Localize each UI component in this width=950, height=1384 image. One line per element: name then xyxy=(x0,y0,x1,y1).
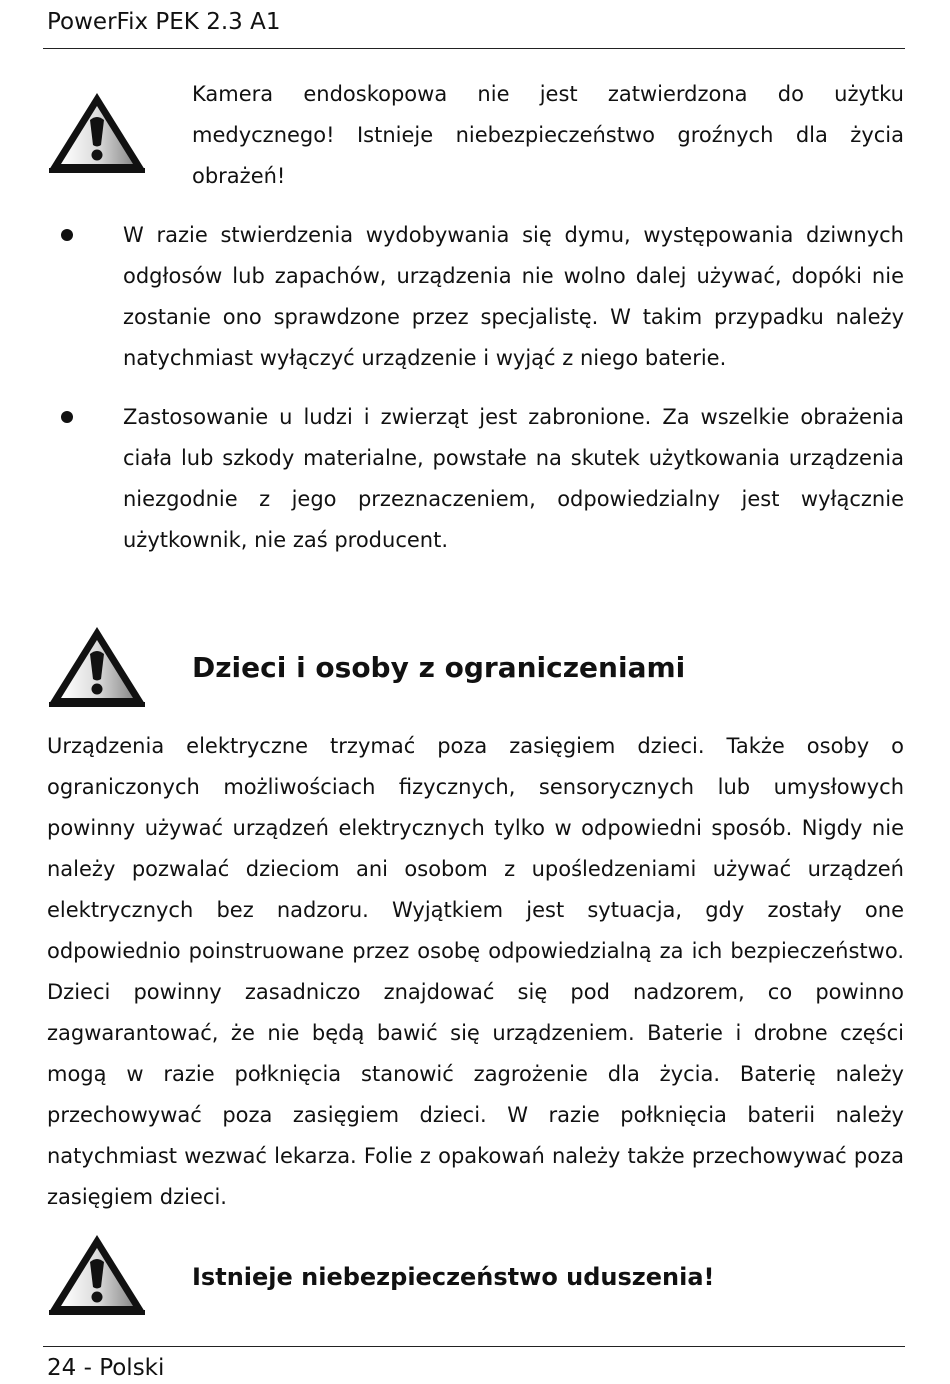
document-header: PowerFix PEK 2.3 A1 xyxy=(47,9,281,35)
section-body: Urządzenia elektryczne trzymać poza zasięgiem dzieci. Także osoby o ograniczonych możliwościach fizycznych, sensorycznych lub umysłowych powinny używać urządzeń elektrycznych tylko w odpowiedni sposób. Nigdy nie należy pozwalać dzieciom ani osobom z upośledzeniami używać urządzeń elektrycznych bez nadzoru. Wyjątkiem jest sytuacja, gdy zostały one odpowiednio poinstruowane przez osobę odpowiedzialną za ich bezpieczeństwo. Dzieci powinny zasadniczo znajdować się pod nadzorem, co powinno zagwarantować, że nie będą bawić się urządzeniem. Baterie i drobne części mogą w razie połknięcia stanowić zagrożenie dla życia. Baterię należy przechowywać poza zasięgiem dzieci. W razie połknięcia baterii należy natychmiast wezwać lekarza. Folie z opakowań należy także przechowywać poza zasięgiem dzieci. xyxy=(47,734,904,1209)
bullet-icon xyxy=(61,229,73,241)
page-number: 24 - Polski xyxy=(47,1355,165,1381)
warning-triangle-icon xyxy=(47,624,147,708)
footer-rule xyxy=(43,1346,905,1347)
section-heading: Dzieci i osoby z ograniczeniami xyxy=(192,651,686,684)
suffocation-warning-heading: Istnieje niebezpieczeństwo uduszenia! xyxy=(192,1263,715,1291)
warning-triangle-icon xyxy=(47,1232,147,1316)
warning-triangle-icon xyxy=(47,90,147,174)
bullet-item: Zastosowanie u ludzi i zwierząt jest zabronione. Za wszelkie obrażenia ciała lub szkody materialne, powstałe na skutek użytkowania urządzenia niezgodnie z jego przeznaczeniem, odpowiedzialny jest wyłącznie użytkownik, nie zaś producent. xyxy=(123,405,904,552)
bullet-item: W razie stwierdzenia wydobywania się dymu, występowania dziwnych odgłosów lub zapachów, urządzenia nie wolno dalej używać, dopóki nie zostanie ono sprawdzone przez specjalistę. W takim przypadku należy natychmiast wyłączyć urządzenie i wyjąć z niego baterie. xyxy=(123,223,904,370)
bullet-icon xyxy=(61,411,73,423)
header-rule xyxy=(43,48,905,49)
warning-text: Kamera endoskopowa nie jest zatwierdzona do użytku medycznego! Istnieje niebezpieczeństwo groźnych dla życia obrażeń! xyxy=(192,82,904,188)
